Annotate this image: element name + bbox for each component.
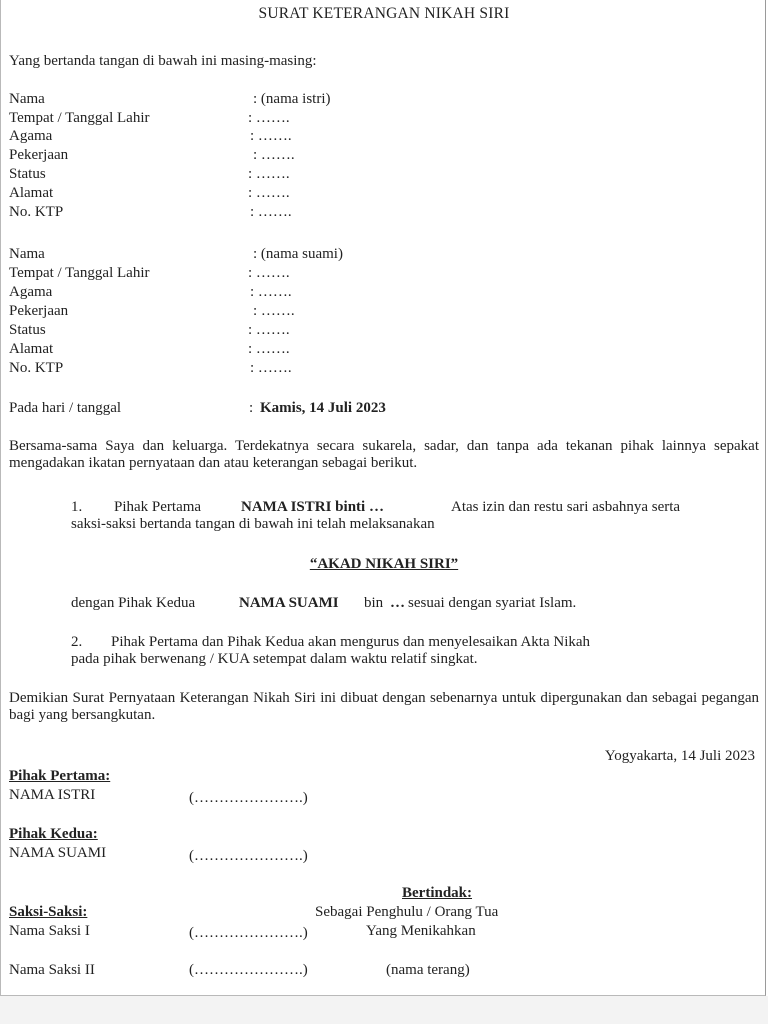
item-2-number: 2.: [71, 634, 83, 650]
husband-label-ktp: No. KTP: [9, 360, 64, 376]
wife-value-address: : …….: [248, 185, 290, 201]
item-1-pre: Pihak Pertama: [114, 499, 202, 515]
after-akad-bold: NAMA SUAMI: [239, 595, 339, 611]
wife-label-name: Nama: [9, 91, 45, 107]
akad-heading: “AKAD NIKAH SIRI”: [309, 556, 459, 572]
wife-value-status: : …….: [248, 166, 290, 182]
husband-label-job: Pekerjaan: [9, 303, 69, 319]
item-2-line1: Pihak Pertama dan Pihak Kedua akan mengurus dan menyelesaikan Akta Nikah: [111, 634, 591, 650]
wife-label-status: Status: [9, 166, 46, 182]
item-1-post: Atas izin dan restu sari asbahnya serta: [451, 499, 681, 515]
first-party-signature-line: (………………….): [189, 790, 308, 806]
husband-label-birth: Tempat / Tanggal Lahir: [9, 265, 150, 281]
husband-value-religion: : …….: [250, 284, 292, 300]
acting-heading: Bertindak:: [402, 885, 473, 901]
witness-2-signature-line: (………………….): [189, 962, 308, 978]
item-2-line2: pada pihak berwenang / KUA setempat dalam waktu relatif singkat.: [71, 651, 478, 667]
item-1-number: 1.: [71, 499, 83, 515]
witness-1-signature-line: (………………….): [189, 925, 308, 941]
date-colon: :: [249, 400, 254, 416]
acting-role: Sebagai Penghulu / Orang Tua: [315, 904, 499, 920]
wife-label-address: Alamat: [9, 185, 54, 201]
after-akad-bold2: …: [390, 595, 405, 611]
wife-value-religion: : …….: [250, 128, 292, 144]
second-party-name: NAMA SUAMI: [9, 845, 107, 861]
first-party-name: NAMA ISTRI: [9, 787, 96, 803]
husband-value-birth: : …….: [248, 265, 290, 281]
wife-label-religion: Agama: [9, 128, 53, 144]
witness-1-name: Nama Saksi I: [9, 923, 90, 939]
date-label: Pada hari / tanggal: [9, 400, 122, 416]
acting-role-line2: Yang Menikahkan: [366, 923, 476, 939]
husband-value-job: : …….: [253, 303, 295, 319]
after-akad-post: sesuai dengan syariat Islam.: [408, 595, 577, 611]
date-value: Kamis, 14 Juli 2023: [260, 400, 386, 416]
after-akad-mid: bin: [364, 595, 384, 611]
document-title: SURAT KETERANGAN NIKAH SIRI: [258, 5, 510, 22]
intro-text: Yang bertanda tangan di bawah ini masing-masing:: [9, 53, 317, 69]
wife-value-name: : (nama istri): [253, 91, 331, 107]
husband-label-religion: Agama: [9, 284, 53, 300]
husband-label-address: Alamat: [9, 341, 54, 357]
witness-heading: Saksi-Saksi:: [9, 904, 88, 920]
husband-label-name: Nama: [9, 246, 45, 262]
second-party-signature-line: (………………….): [189, 848, 308, 864]
wife-label-birth: Tempat / Tanggal Lahir: [9, 110, 150, 126]
statement-paragraph: Bersama-sama Saya dan keluarga. Terdekatnya secara sukarela, sadar, dan tanpa ada tekanan pihak lainnya sepakat mengadakan ikatan pernyataan dan atau keterangan sebagai berikut.: [9, 438, 759, 471]
bottom-strip: [0, 996, 768, 1024]
closing-paragraph: Demikian Surat Pernyataan Keterangan Nikah Siri ini dibuat dengan sebenarnya untuk dipergunakan dan sebagai pegangan bagi yang bersangkutan.: [9, 690, 759, 723]
item-1-line2: saksi-saksi bertanda tangan di bawah ini telah melaksanakan: [71, 516, 435, 532]
witness-2-name: Nama Saksi II: [9, 962, 95, 978]
wife-label-job: Pekerjaan: [9, 147, 69, 163]
item-1-bold: NAMA ISTRI binti …: [241, 499, 384, 515]
husband-value-name: : (nama suami): [253, 246, 343, 262]
second-party-heading: Pihak Kedua:: [9, 826, 98, 842]
husband-value-status: : …….: [248, 322, 290, 338]
husband-label-status: Status: [9, 322, 46, 338]
husband-value-ktp: : …….: [250, 360, 292, 376]
husband-value-address: : …….: [248, 341, 290, 357]
wife-label-ktp: No. KTP: [9, 204, 64, 220]
wife-value-job: : …….: [253, 147, 295, 163]
wife-value-ktp: : …….: [250, 204, 292, 220]
clear-name-label: (nama terang): [386, 962, 470, 978]
first-party-heading: Pihak Pertama:: [9, 768, 111, 784]
wife-value-birth: : …….: [248, 110, 290, 126]
place-date: Yogyakarta, 14 Juli 2023: [604, 748, 755, 764]
after-akad-pre: dengan Pihak Kedua: [71, 595, 196, 611]
